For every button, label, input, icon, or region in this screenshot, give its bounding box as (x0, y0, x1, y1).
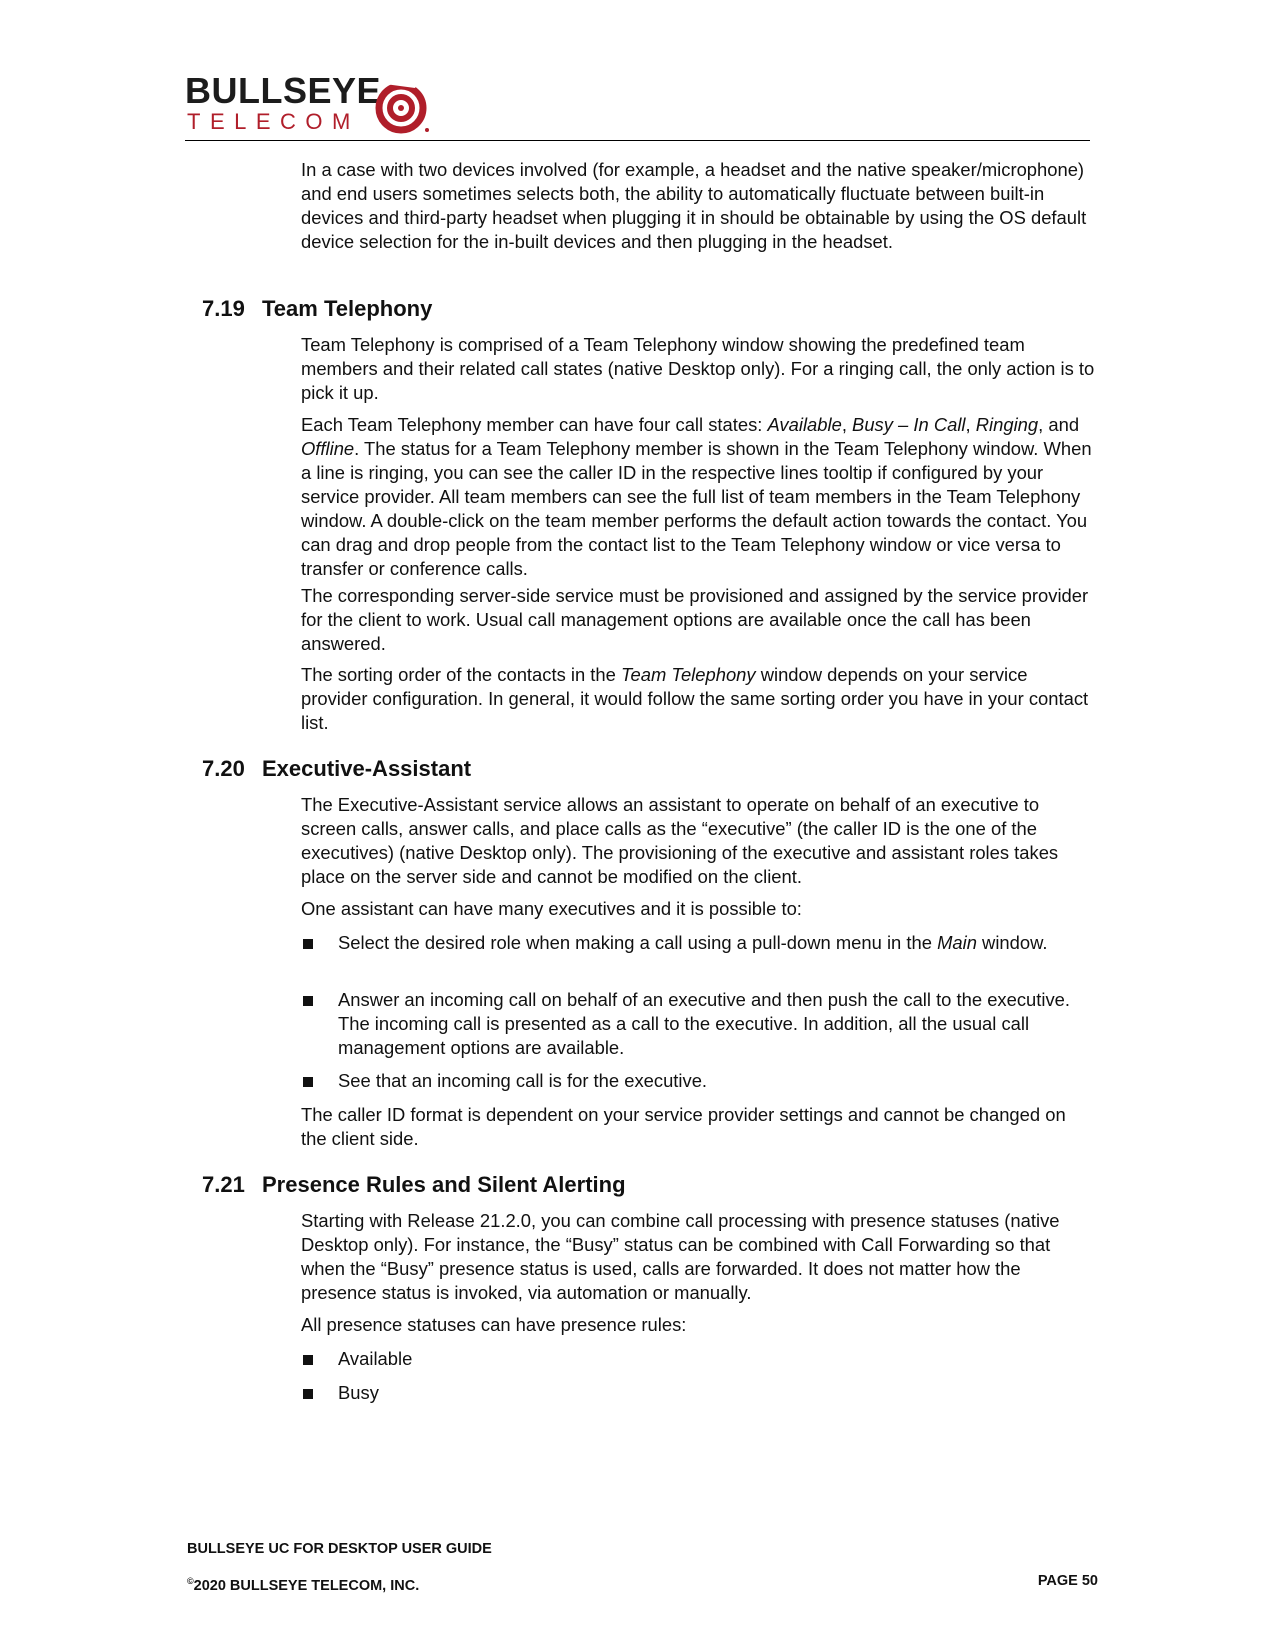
team-telephony-paragraph-3: The corresponding server-side service must be provisioned and assigned by the service provider for the client to work. Usual call management options are available once the call has been answered. (301, 585, 1089, 654)
intro-paragraph: In a case with two devices involved (for example, a headset and the native speaker/microphone) and end users sometimes selects both, the ability to automatically fluctuate between built-in devices and third-party headset when plugging it in should be obtainable by using the OS default device selection for the in-built devices and then plugging in the headset. (301, 159, 1087, 252)
logo-subtitle: TELECOM (187, 109, 360, 134)
bullseye-telecom-logo (185, 72, 435, 134)
bullet-icon (303, 1389, 313, 1399)
presence-rules-paragraph-1: Starting with Release 21.2.0, you can combine call processing with presence statuses (native Desktop only). For instance, the “Busy” status can be combined with Call Forwarding so that when the “Busy” presence status is used, calls are forwarded. It does not matter how the presence status is invoked, via automation or manually. (301, 1210, 1060, 1303)
list-item: Available (301, 1347, 1096, 1371)
presence-rules-paragraph-2: All presence statuses can have presence rules: (301, 1314, 687, 1335)
list-item: Busy (301, 1381, 1096, 1405)
bullseye-target-icon (375, 74, 431, 134)
footer-copyright: ©2020 BULLSEYE TELECOM, INC. (187, 1576, 420, 1594)
team-telephony-paragraph-1: Team Telephony is comprised of a Team Telephony window showing the predefined team members and their related call states (native Desktop only). For a ringing call, the only action is to pick it up. (301, 334, 1095, 403)
section-number: 7.19 (202, 296, 245, 321)
bullet-icon (303, 939, 313, 949)
bullet-icon (303, 1355, 313, 1365)
header-divider (185, 140, 1090, 141)
section-heading-7-20 (202, 756, 471, 782)
section-number: 7.20 (202, 756, 245, 781)
executive-assistant-paragraph-3: The caller ID format is dependent on your service provider settings and cannot be changed on the client side. (301, 1104, 1066, 1149)
bullet-icon (303, 1077, 313, 1087)
section-title: Team Telephony (262, 296, 433, 321)
executive-assistant-paragraph-2: One assistant can have many executives and it is possible to: (301, 898, 802, 919)
section-heading-7-21 (202, 1172, 626, 1198)
executive-assistant-paragraph-1: The Executive-Assistant service allows an assistant to operate on behalf of an executive to screen calls, answer calls, and place calls as the “executive” (the caller ID is the one of the executives) (native Desktop only). The provisioning of the executive and assistant roles takes place on the server side and cannot be modified on the client. (301, 794, 1059, 887)
section-title: Presence Rules and Silent Alerting (262, 1172, 626, 1197)
team-telephony-paragraph-2: Each Team Telephony member can have four call states: Available, Busy – In Call, Ringing, and Offline. The status for a Team Telephony member is shown in the Team Telephony window. When a line is ringing, you can see the caller ID in the respective lines tooltip if configured by your service provider. All team members can see the full list of team members in the Team Telephony window. A double-click on the team member performs the default action towards the contact. You can drag and drop people from the contact list to the Team Telephony window or vice versa to transfer or conference calls. (301, 414, 1092, 579)
page-header (185, 70, 1090, 142)
list-item: Answer an incoming call on behalf of an executive and then push the call to the executive. The incoming call is presented as a call to the executive. In addition, all the usual call management options are available. (301, 988, 1096, 1060)
section-heading-7-19 (202, 296, 432, 322)
team-telephony-paragraph-4: The sorting order of the contacts in the Team Telephony window depends on your service provider configuration. In general, it would follow the same sorting order you have in your contact list. (301, 664, 1089, 733)
list-item: Select the desired role when making a call using a pull-down menu in the Main window. (301, 931, 1096, 955)
page-number: PAGE 50 (1037, 1573, 1098, 1589)
bullet-icon (303, 996, 313, 1006)
section-number: 7.21 (202, 1172, 245, 1197)
footer-guide-title: BULLSEYE UC FOR DESKTOP USER GUIDE (187, 1541, 492, 1557)
list-item: See that an incoming call is for the executive. (301, 1069, 1096, 1093)
section-title: Executive-Assistant (262, 756, 472, 781)
logo-wordmark: BULLSEYE (185, 70, 382, 111)
